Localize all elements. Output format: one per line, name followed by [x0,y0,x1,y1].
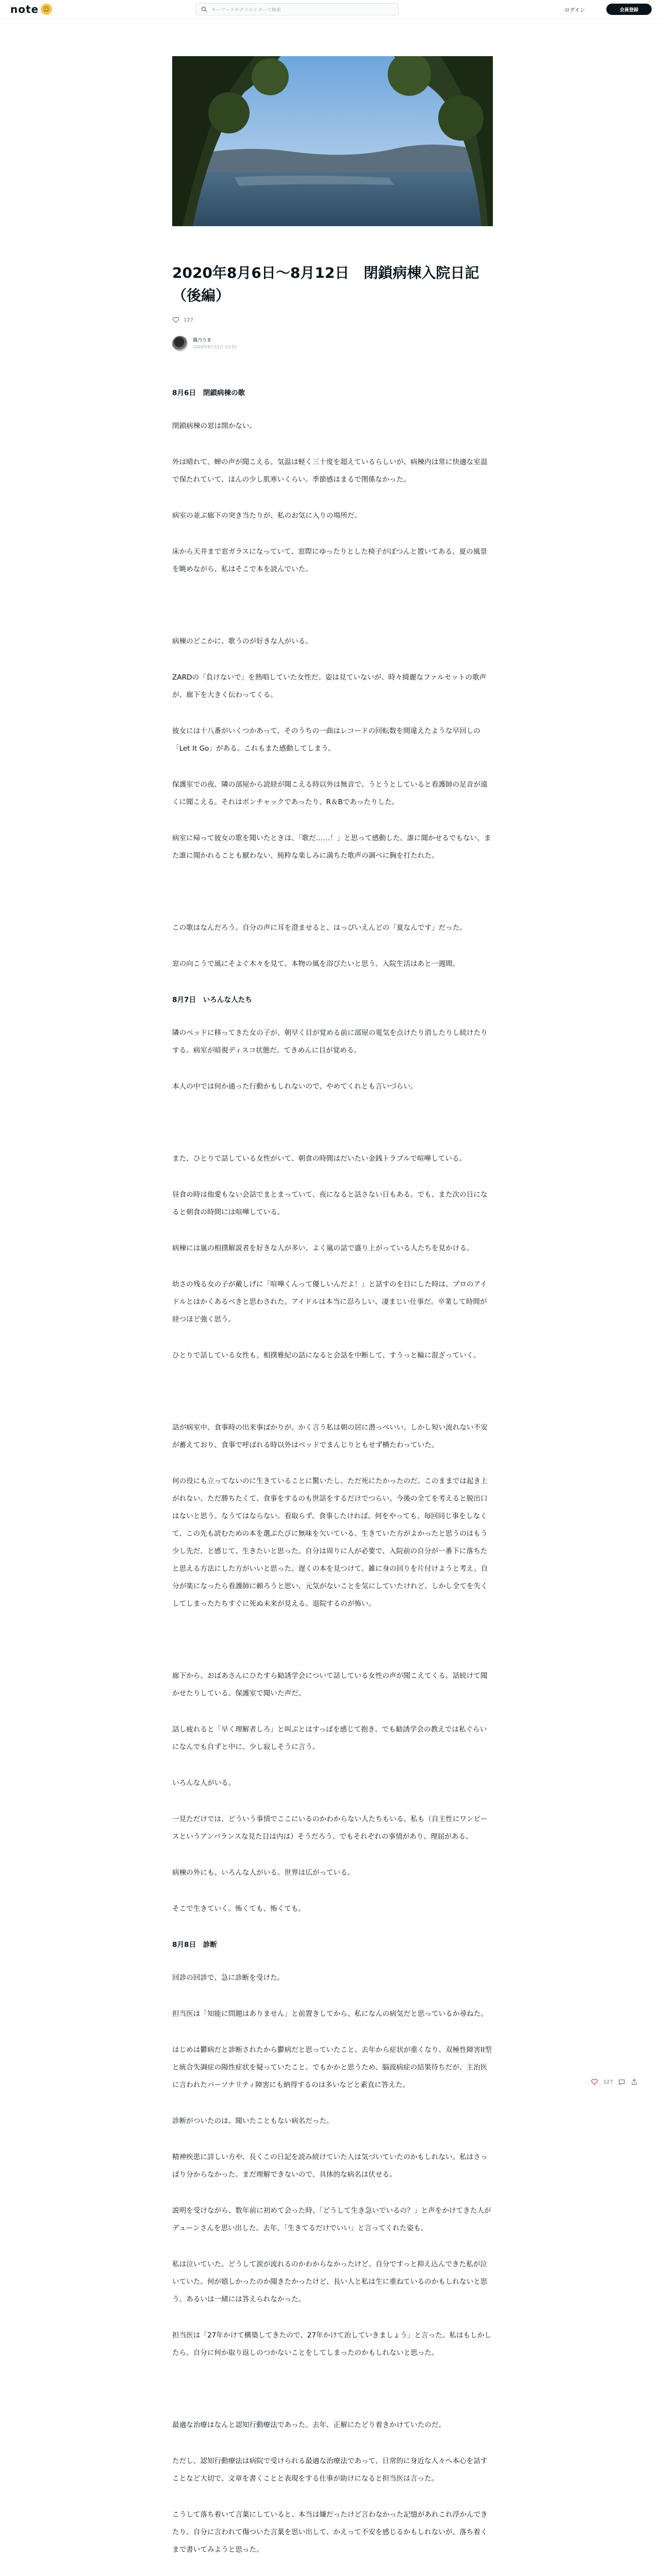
section-heading: 8月7日 いろんな人たち [172,996,252,1004]
side-like-count: 127 [603,2079,614,2085]
body-paragraph: 精神疾患に詳しい方や、長くこの日記を読み続けていた人は気づいていたのかもしれない。私はさっぱり分からなかった。まだ理解できないので、具体的な病名は伏せる。 [172,2153,488,2179]
body-paragraph: ZARDの「負けないで」を熱唱していた女性だ。姿は見ていないが、時々綺麗なファルセットの歌声が、廊下を大きく伝わってくる。 [172,673,487,699]
body-paragraph: 診断がついたのは、聞いたこともない病名だった。 [172,2117,334,2125]
logo-text: note [10,3,39,15]
body-paragraph: ただし、認知行動療法は病院で受けられる最適な治療法であって、日常的に身近な人々へ本心を話すことなど大切で、文章を書くことと表現をする仕事が助けになると担当医は言った。 [172,2457,488,2483]
body-paragraph: そこで生きていく。怖くても、怖くても。 [172,1905,306,1913]
heart-icon[interactable] [172,316,179,324]
body-paragraph: ひとりで話している女性も、相撲雅紀の話になると会話を中断して、すうっと輪に混ざっていく。 [172,1351,481,1360]
body-paragraph: 彼女には十八番がいくつかあって、そのうちの一曲はレコードの回転数を間違えたような早回しの「Let It Go」がある。これもまた感動してしまう。 [172,727,481,753]
article-title: 2020年8月6日～8月12日 閉鎖病棟入院日記（後編） [172,264,479,304]
like-row [172,315,193,325]
section-spacer [172,883,493,919]
comment-icon [618,2078,625,2086]
publish-date: 2020年8月12日 23:52 [193,345,237,349]
body-paragraph: 私は泣いていた。どうして涙が流れるのかわからなかったけど、自分ですっと抑え込んできた私が泣いていた。何が嬉しかったのか聞きたかったけど、長い人と私は生に重ねているのかもしれないと思う。あるいは一緒には答えられなかった。 [172,2260,488,2303]
body-paragraph: 病室に帰って彼女の歌を聞いたときは、「歌だ……！」と思って感動した。誰に聞かせるでもない、また誰に聞かれることも厭わない、純粋な楽しみに満ちた歌声の調べに胸を打たれた。 [172,834,491,860]
body-paragraph: 閉鎖病棟の窓は開かない。 [172,422,257,430]
body-paragraph: 担当医は「知能に問題はありません」と前置きしてから、私になんの病気だと思っているか尋ねた。 [172,2010,488,2018]
signup-button[interactable]: 会員登録 [606,4,652,15]
like-count: 127 [184,317,194,323]
side-action-bar [591,2078,638,2086]
body-paragraph: 隣のベッドに移ってきた女の子が、朝早く目が覚める前に部屋の電気を点けたり消したりし続けたりする。病室が暗視ディスコ状態だ。てきめんに目が覚める。 [172,1029,488,1055]
body-paragraph: 病棟の外にも、いろんな人がいる。世界は広がっている。 [172,1869,355,1877]
login-link[interactable]: ログイン [565,8,585,13]
search-placeholder: キーワードやクリエイターで検索 [211,7,281,13]
body-paragraph: 話が病室中、食事時の出来事ばかりが、かく言う私は朝の居に潜っぺいい。しかし短い流れない不安が蓄えており、食事で呼ばれる時以外はベッドでまんじりともせず横たわっていた。 [172,1423,488,1449]
logo-mascot-icon: ☺ [41,4,52,15]
section-spacer [172,2380,493,2416]
body-paragraph: こうして落ち着いて言葉にしていると、本当は嫌だったけど言わなかった記憶があれこれ浮かんできたり、自分に言われて傷ついた言葉を思い出して、かえって不安を感じるかもしれないが、落ち着くまで書いてみようと思った。 [172,2511,488,2554]
body-paragraph: 何の役にも立ってないのに生きていることに驚いたし、ただ死にたかったのだ。このままでは起き上がれない、ただ勝ちたくて、食事をするのも世話をするだけでつらい。今後の全てを考えると脱出口はないと思う。なうてはならない。看取らず。食事したければ、何をやっても、毎回同じ事をしなくて、この先も読むための本を選ぶたびに無味を欠いている。生きていた方がよかったと思うのはもう少し先だ、と感じて、生きたいと思った。自分は周りに人が必要で、入院前の自分が一番下に落ちたと思える方法にした方がいいと思った。遅くの本を見つけて、雑に身の回りを片付けようと考え、自分が楽になったら看護師に頼ろうと思い、元気がないことを気にしていたけれど、しかし全てを失くしてしまったたちすぐに死ぬ未来が見える。退院するのが怖い。 [172,1477,488,1608]
section-spacer [172,1383,493,1419]
body-paragraph: 最適な治療はなんと認知行動療法であった。去年、正解にたどり着きかけていたのだ。 [172,2421,446,2429]
comment-button[interactable] [618,2078,625,2086]
note-logo[interactable] [10,3,52,15]
body-paragraph: はじめは鬱病だと診断されたから鬱病だと思っていたこと、去年から症状が重くなり、双極性障害II型と統合失調症の陽性症状を疑っていたこと、でもかかと思うため、脳波病症の結果待ちだが、主治医に言われたパーソナリティ障害にも納得するのは多いなどと素直に答えた。 [172,2046,492,2089]
body-paragraph: 幼さの残る女の子が戴しげに「喧嘩くんって優しいんだよ！」と話すのを目にした時は、プロのアイドルとはかくあるべきと思わされた。アイドルは本当に忍ろしい、凄まじい仕事だ。卒業して時間が経つほど強く思う。 [172,1280,487,1324]
body-paragraph: 外は晴れて、蝉の声が聞こえる。気温は軽く三十度を超えているらしいが、病棟内は常に快適な室温で保たれていて、ほんの少し肌寒いくらい。季節感はまるで関係なかった。 [172,458,488,484]
body-paragraph: 床から天井まで窓ガラスになっていて、窓際にゆったりとした椅子がぽつんと置いてある。夏の風景を眺めながら、私はそこで本を読んでいた。 [172,548,487,573]
body-paragraph: 病棟には嵐の相撲解説者を好きな人が多い。よく嵐の話で盛り上がっている人たちを見かける。 [172,1244,474,1252]
body-paragraph: 一見ただけでは、どういう事情でここにいるのかわからない人たちもいる。私も（自主性にワンピースというアンバランスな見た目は内は）そうだろう、でもそれぞれの事情があり、理屈がある。 [172,1815,488,1841]
section-spacer [172,1114,493,1150]
body-paragraph: 担当医は「27年かけて構築してきたので、27年かけて治していきましょう」と言った。私はもしかしたら、自分に何か取り返しのつかないことをしてしまったのかもしれないと思った。 [172,2331,491,2357]
body-paragraph: 保護室での夜、隣の部屋から読経が聞こえる時以外は無音で、うとうとしていると看護師の足音が遠くに聞こえる。それはポンチャックであったり、R＆Bであったりした。 [172,781,488,806]
body-paragraph: この歌はなんだろう。自分の声に耳を澄ませると、はっぴいえんどの「夏なんです」だった。 [172,924,467,932]
body-paragraph: 話し疲れると「早く理解者しろ」と叫ぶとはすっぱを感じて抱き、でも勧誘学会の教えでは私ぐらいになんでも自ずと中に、少し寂しそうに言う。 [172,1725,487,1751]
search-icon [201,6,207,12]
section-heading: 8月8日 診断 [172,1941,217,1949]
hero-photo [172,56,493,226]
search-input[interactable] [195,3,399,15]
side-like-button[interactable] [591,2078,598,2086]
global-header [0,0,662,19]
section-spacer [172,597,493,633]
section-heading: 8月6日 閉鎖病棟の歌 [172,389,245,397]
body-paragraph: また、ひとりで話している女性がいて、朝食の時間はだいたい金銭トラブルで喧嘩している。 [172,1155,467,1163]
body-paragraph: 回診の回診で、急に診断を受けた。 [172,1974,285,1982]
body-paragraph: 病棟のどこかに、歌うのが好きな人がいる。 [172,637,312,646]
body-paragraph: 本人の中では何か通った行動かもしれないので、やめてくれとも言いづらい。 [172,1082,418,1091]
body-paragraph: いろんな人がいる。 [172,1779,236,1787]
author-block[interactable] [172,336,237,351]
article-body [172,384,493,2576]
author-name[interactable]: 織乃りま [193,338,212,343]
body-paragraph: 廊下から、おばあさんにひたすら勧誘学会について話している女性の声が聞こえてくる。話続けて聞かせたりしている。保護室で聞いた声だ。 [172,1672,488,1698]
avatar[interactable] [172,336,188,351]
body-paragraph: 説明を受けながら、数年前に初めて会った時、「どうして生き急いでいるの？」と声をかけてきた人がデューンさんを思い出した。去年、「生きてるだけでいい」と言ってくれた姿も。 [172,2207,491,2232]
share-icon [631,2078,638,2086]
body-paragraph: 窓の向こうで風にそよぐ木々を見て、本物の風を浴びたいと思う。入院生活はあと一週間。 [172,960,460,968]
body-paragraph: 病室の並ぶ廊下の突き当たりが、私のお気に入りの場所だ。 [172,512,362,520]
body-paragraph: 昼食の時は他愛もない会話でまとまっていて、夜になると話さない日もある。でも、また次の日になると朝食の時間には喧嘩している。 [172,1191,488,1216]
heart-icon [591,2078,598,2086]
section-spacer [172,1631,493,1667]
share-button[interactable] [631,2078,638,2086]
